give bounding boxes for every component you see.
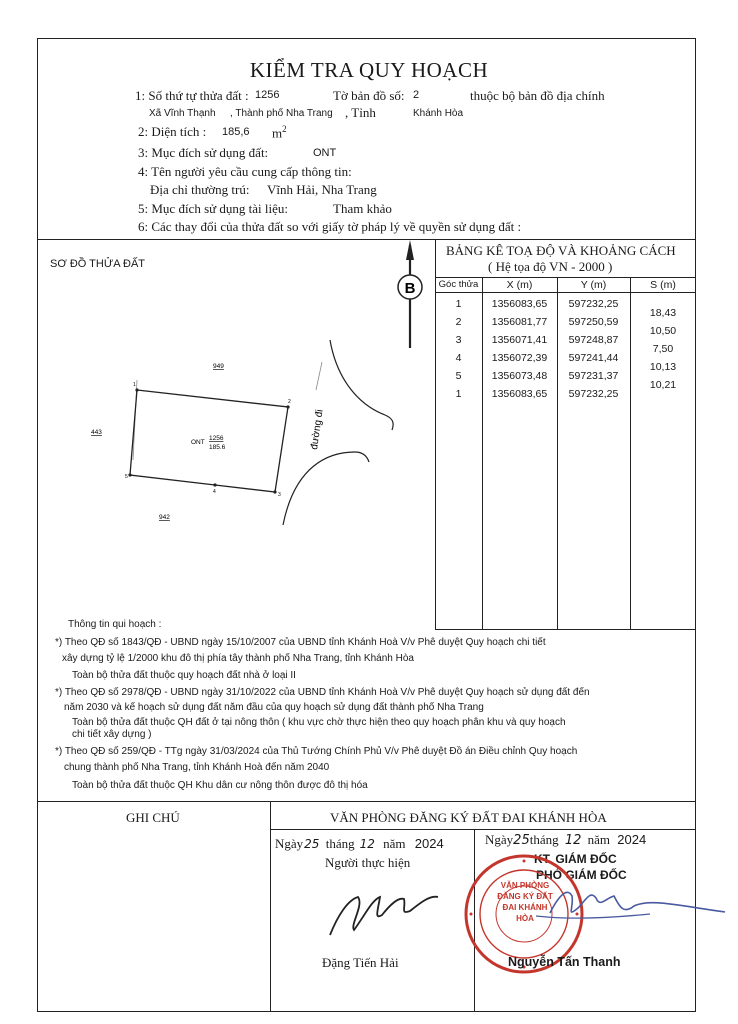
row-x: 1356073,48: [491, 370, 548, 382]
planning-text: *) Theo QĐ số 1843/QĐ - UBND ngày 15/10/2007 của UBND tỉnh Khánh Hoà V/v Phê duyệt Quy hoạch chi tiết: [55, 637, 546, 648]
neighbor-942: 942: [159, 514, 170, 521]
map-sheet-value: 2: [413, 89, 420, 101]
row-y: 597232,25: [568, 298, 619, 310]
address-label: Địa chỉ thường trú:: [150, 182, 250, 197]
parcel-diagram: [37, 240, 437, 620]
planning-text: chung thành phố Nha Trang, tỉnh Khánh Hoà đến năm 2040: [64, 762, 330, 773]
road-label: đường đi: [309, 408, 326, 451]
distance-value: 10,13: [649, 361, 677, 373]
row-x: 1356083,65: [491, 298, 548, 310]
vertex-2: [286, 405, 289, 408]
row-x: 1356081,77: [491, 316, 548, 328]
neighbor-443: 443: [91, 429, 102, 436]
vertex-1: [135, 388, 138, 391]
planning-text: *) Theo QĐ số 259/QĐ - TTg ngày 31/03/2024 của Thủ Tướng Chính Phủ V/v Phê duyệt Đồ án Điều chỉnh Quy hoạch: [55, 746, 578, 757]
director-title: PHÓ GIÁM ĐỐC: [536, 868, 627, 882]
col-header-y: Y (m): [580, 279, 607, 291]
stamp-text: VĂN PHÒNG ĐĂNG KÝ ĐẤT ĐAI KHÁNH HÒA: [497, 881, 553, 923]
row-y: 597250,59: [568, 316, 619, 328]
doc-purpose-label: 5: Mục đích sử dụng tài liệu:: [138, 201, 289, 216]
parcel-number-value: 1256: [255, 89, 280, 101]
table-bottom: [435, 629, 696, 630]
vertex-5: [128, 473, 131, 476]
parcel-number-label: 1: Số thứ tự thửa đất :: [135, 88, 249, 103]
vertex-label: 4: [213, 489, 216, 495]
footer-col-divider: [270, 801, 271, 1012]
row-point: 4: [455, 352, 462, 364]
planning-text: Toàn bộ thửa đất thuộc quy hoạch đất nhà ở loại II: [72, 670, 296, 681]
page-title: KIỂM TRA QUY HOẠCH: [249, 58, 489, 82]
performer-title: Người thực hiện: [325, 855, 411, 870]
row-point: 2: [455, 316, 462, 328]
note-heading: GHI CHÚ: [126, 810, 180, 825]
parcel-no-label: 1256: [209, 435, 224, 442]
signature-stroke: [330, 897, 438, 935]
row-point: 1: [455, 388, 462, 400]
director-name: Nguyễn Tấn Thanh: [508, 955, 621, 969]
doc-purpose-value: Tham khảo: [333, 201, 392, 216]
road-edge-upper: [330, 340, 393, 430]
planning-text: *) Theo QĐ số 2978/QĐ - UBND ngày 31/10/2022 của UBND tỉnh Khánh Hoà V/v Phê duyệt Quy hoạch sử dụng đất đến: [55, 687, 590, 698]
director-kt: KT. GIÁM ĐỐC: [534, 852, 617, 866]
parcel-use-label: ONT: [191, 439, 205, 446]
row-y: 597248,87: [568, 334, 619, 346]
vertex-4: [213, 483, 216, 486]
table-header-top: [435, 277, 696, 278]
vertex-3: [273, 490, 276, 493]
right-date: Ngày25tháng 12 năm 2024: [485, 832, 647, 848]
area-value: 185,6: [222, 126, 250, 138]
row-y: 597232,25: [568, 388, 619, 400]
col-header-point: Góc thửa: [438, 279, 479, 290]
planning-text: Toàn bộ thửa đất thuộc QH đất ở tại nông thôn ( khu vực chờ thực hiện theo quy hoạch phân khu và quy hoạch: [72, 717, 566, 728]
planning-text: chi tiết xây dựng ): [72, 729, 152, 740]
map-set-label: thuộc bộ bản đồ địa chính: [470, 88, 605, 103]
planning-text: năm 2030 và kế hoạch sử dụng đất năm đầu của quy hoạch sử dụng đất thành phố Nha Trang: [64, 702, 484, 713]
diagram-heading: SƠ ĐỒ THỬA ĐẤT: [50, 258, 146, 270]
row-point: 3: [455, 334, 462, 346]
signature-stroke: [536, 914, 650, 918]
changes-label: 6: Các thay đổi của thửa đất so với giấy tờ pháp lý về quyền sử dụng đất :: [138, 219, 522, 234]
left-date: Ngày25 tháng 12 năm 2024: [275, 836, 444, 851]
office-divider: [270, 829, 696, 830]
address-value: Vĩnh Hải, Nha Trang: [267, 182, 377, 197]
row-y: 597241,44: [568, 352, 619, 364]
requester-label: 4: Tên người yêu cầu cung cấp thông tin:: [138, 164, 352, 179]
planning-text: Toàn bộ thửa đất thuộc QH Khu dân cư nông thôn được đô thị hóa: [72, 780, 368, 791]
vertex-label: 5: [125, 474, 128, 480]
signature-stroke: [550, 892, 725, 913]
row-x: 1356083,65: [491, 388, 548, 400]
planning-text: xây dựng tỷ lệ 1/2000 khu đô thị phía tây thành phố Nha Trang, tỉnh Khánh Hòa: [62, 653, 414, 664]
footer-divider: [37, 801, 696, 802]
area-label: 2: Diện tích :: [138, 124, 207, 139]
city: , Thành phố Nha Trang: [230, 108, 333, 119]
row-point: 1: [455, 298, 462, 310]
north-arrow-head: [406, 240, 414, 260]
coords-title: BẢNG KÊ TOẠ ĐỘ VÀ KHOẢNG CÁCH: [446, 243, 676, 258]
performer-name: Đặng Tiến Hải: [322, 955, 399, 970]
road-edge-lower: [283, 452, 369, 525]
distance-value: 7,50: [652, 343, 674, 355]
distance-value: 10,50: [649, 325, 677, 337]
performer-signature: [320, 875, 470, 945]
row-x: 1356071,41: [491, 334, 548, 346]
table-header-bottom: [435, 292, 696, 293]
coords-subtitle: ( Hệ tọa độ VN - 2000 ): [488, 259, 613, 274]
boundary-line: [316, 362, 322, 390]
province-value: Khánh Hòa: [413, 108, 464, 119]
office-heading: VĂN PHÒNG ĐĂNG KÝ ĐẤT ĐAI KHÁNH HÒA: [330, 810, 607, 825]
map-sheet-label: Tờ bản đồ số:: [333, 88, 405, 103]
row-point: 5: [455, 370, 462, 382]
neighbor-949: 949: [213, 363, 224, 370]
director-signature: [530, 868, 730, 938]
vertex-label: 2: [288, 399, 291, 405]
commune: Xã Vĩnh Thạnh: [149, 108, 216, 119]
row-y: 597231,37: [568, 370, 619, 382]
province-label: , Tỉnh: [345, 105, 376, 120]
planning-heading: Thông tin qui hoạch :: [68, 619, 162, 630]
vertex-label: 3: [278, 492, 281, 498]
distance-value: 18,43: [649, 307, 677, 319]
land-use-value: ONT: [313, 147, 337, 159]
col-header-s: S (m): [650, 279, 676, 291]
distance-value: 10,21: [649, 379, 677, 391]
row-x: 1356072,39: [491, 352, 548, 364]
parcel-area-label: 185.6: [209, 444, 226, 451]
vertex-label: 1: [133, 382, 136, 388]
area-unit: $m^2$: [272, 124, 287, 141]
north-arrow-label: B: [404, 280, 416, 297]
land-use-label: 3: Mục đích sử dụng đất:: [138, 145, 269, 160]
col-header-x: X (m): [506, 279, 533, 291]
